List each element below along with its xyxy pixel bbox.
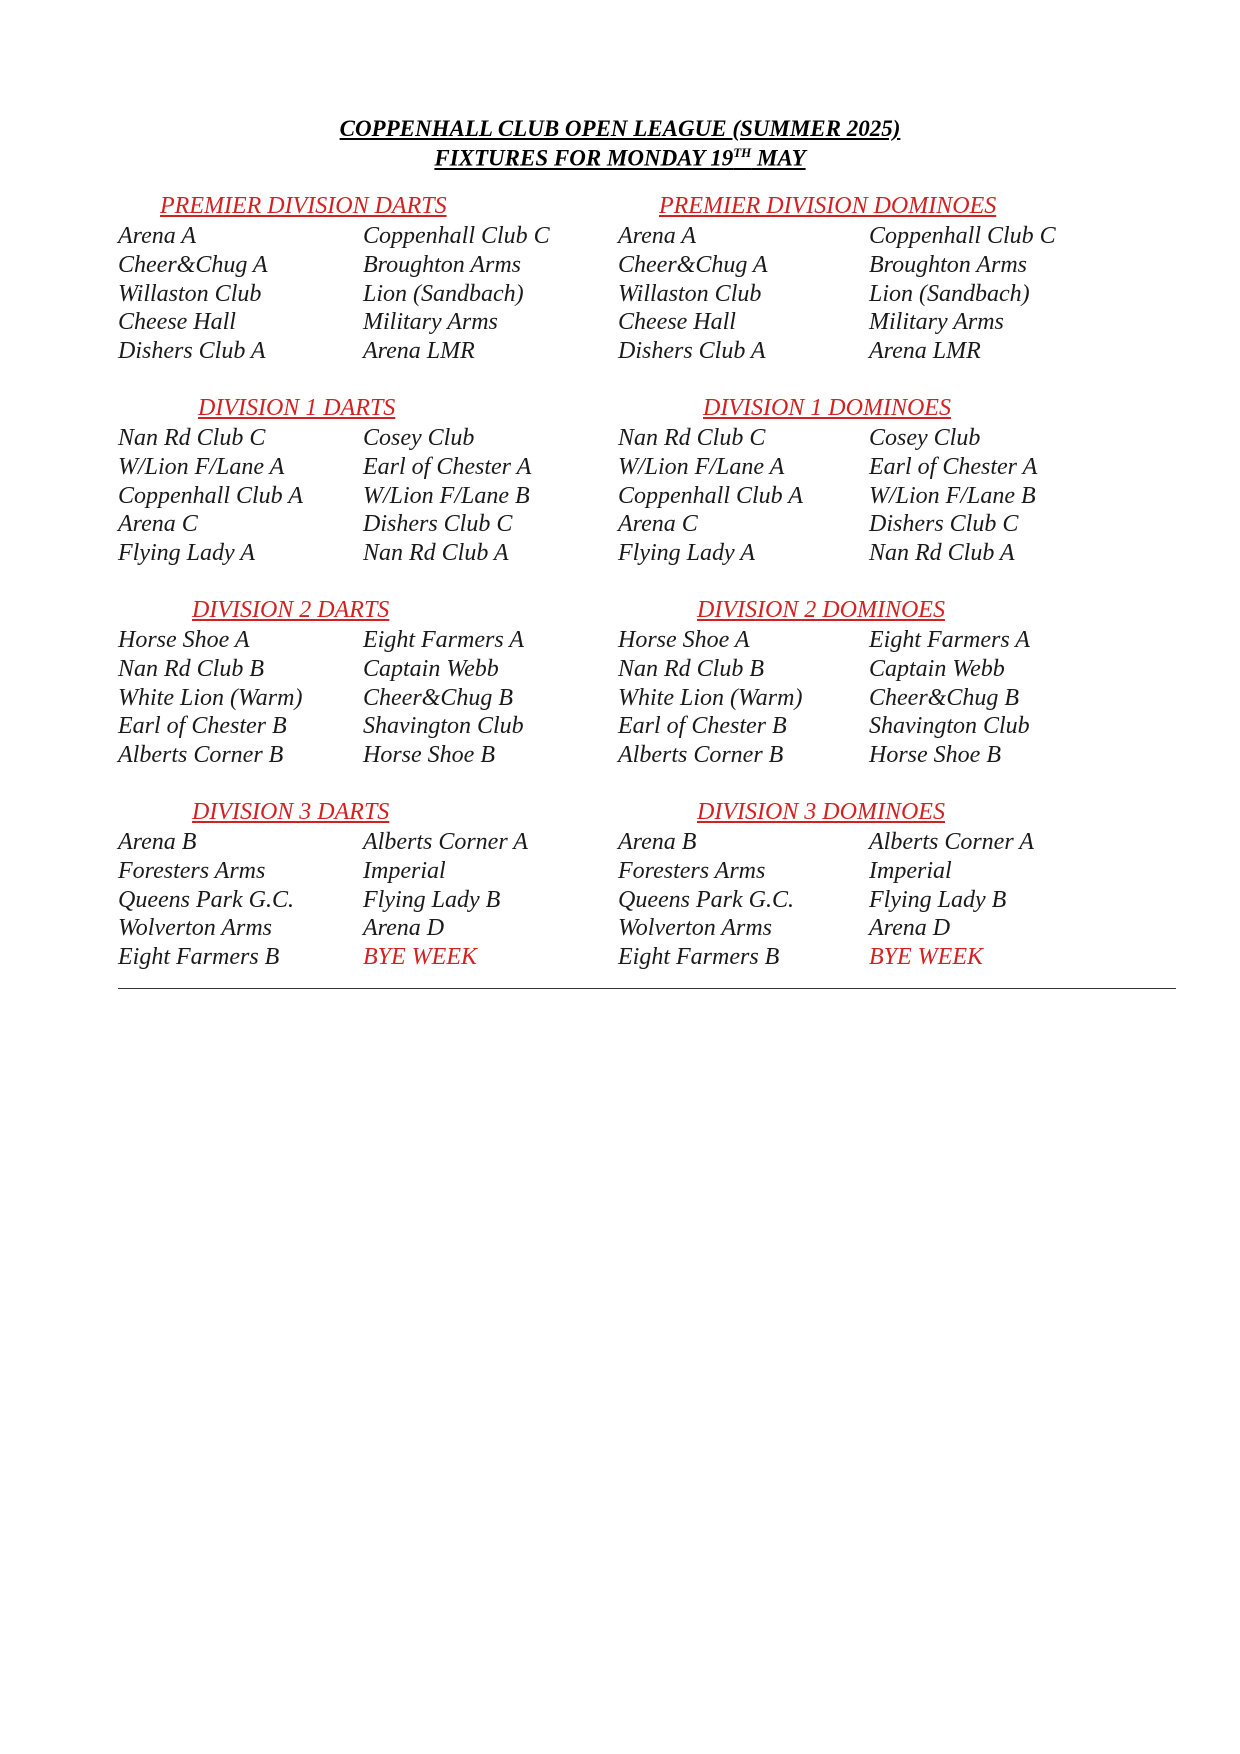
- away-team: Horse Shoe B: [363, 742, 495, 769]
- away-team: Shavington Club: [869, 713, 1030, 740]
- away-team: Coppenhall Club C: [363, 223, 550, 249]
- home-team: Wolverton Arms: [618, 915, 773, 942]
- away-team: Broughton Arms: [363, 251, 522, 278]
- away-team: Dishers Club C: [363, 511, 513, 538]
- away-team: Nan Rd Club A: [363, 540, 509, 567]
- home-team: Foresters Arms: [618, 857, 766, 884]
- away-team: Cheer&Chug B: [363, 684, 513, 711]
- away-team: BYE WEEK: [869, 944, 983, 971]
- home-team: Cheese Hall: [618, 309, 736, 336]
- section-heading: DIVISION 2 DARTS: [192, 597, 390, 623]
- away-team: W/Lion F/Lane B: [869, 482, 1036, 509]
- away-team: Captain Webb: [869, 655, 1005, 682]
- home-team: Eight Farmers B: [618, 944, 780, 971]
- away-team: Eight Farmers A: [363, 627, 524, 653]
- away-team: Horse Shoe B: [869, 742, 1001, 769]
- home-team: Arena A: [618, 223, 696, 249]
- away-team: Earl of Chester A: [869, 453, 1038, 480]
- home-team: Alberts Corner B: [118, 742, 284, 769]
- away-team: Eight Farmers A: [869, 627, 1030, 653]
- away-team: Captain Webb: [363, 655, 499, 682]
- home-team: Arena B: [118, 829, 197, 855]
- home-team: Dishers Club A: [618, 338, 766, 365]
- away-team: Flying Lady B: [869, 886, 1007, 913]
- home-team: Wolverton Arms: [118, 915, 273, 942]
- section-heading: DIVISION 1 DARTS: [198, 395, 396, 421]
- league-title-text: COPPENHALL CLUB OPEN LEAGUE (SUMMER 2025): [339, 116, 901, 141]
- bottom-divider: [118, 988, 1176, 989]
- section-heading: DIVISION 1 DOMINOES: [703, 395, 951, 421]
- away-team: Arena LMR: [869, 338, 981, 365]
- home-team: W/Lion F/Lane A: [618, 453, 785, 480]
- home-team: Dishers Club A: [118, 338, 266, 365]
- section-heading: DIVISION 3 DOMINOES: [697, 799, 945, 825]
- home-team: White Lion (Warm): [118, 684, 303, 711]
- home-team: Willaston Club: [618, 280, 762, 307]
- away-team: Arena D: [363, 915, 445, 942]
- away-team: Arena D: [869, 915, 951, 942]
- home-team: Nan Rd Club B: [618, 655, 765, 682]
- away-team: Coppenhall Club C: [869, 223, 1056, 249]
- away-team: Cheer&Chug B: [869, 684, 1019, 711]
- home-team: Cheese Hall: [118, 309, 236, 336]
- away-team: Cosey Club: [363, 425, 475, 451]
- home-team: Nan Rd Club C: [118, 425, 266, 451]
- away-team: Lion (Sandbach): [363, 280, 524, 307]
- home-team: Cheer&Chug A: [618, 251, 768, 278]
- fixtures-date-title: [0, 145, 1240, 172]
- home-team: White Lion (Warm): [618, 684, 803, 711]
- home-team: Earl of Chester B: [618, 713, 787, 740]
- away-team: Imperial: [869, 857, 952, 884]
- home-team: Flying Lady A: [118, 540, 255, 567]
- home-team: Horse Shoe A: [118, 627, 250, 653]
- home-team: Alberts Corner B: [618, 742, 784, 769]
- home-team: Coppenhall Club A: [618, 482, 803, 509]
- home-team: Earl of Chester B: [118, 713, 287, 740]
- section-heading: PREMIER DIVISION DOMINOES: [659, 193, 997, 219]
- home-team: Cheer&Chug A: [118, 251, 268, 278]
- home-team: Arena B: [618, 829, 697, 855]
- home-team: Arena A: [118, 223, 196, 249]
- home-team: Willaston Club: [118, 280, 262, 307]
- away-team: Cosey Club: [869, 425, 981, 451]
- home-team: Arena C: [118, 511, 198, 538]
- away-team: Alberts Corner A: [869, 829, 1034, 855]
- home-team: Queens Park G.C.: [118, 886, 294, 913]
- section-heading: DIVISION 2 DOMINOES: [697, 597, 945, 623]
- fixtures-date-ordinal: TH: [733, 145, 752, 160]
- fixtures-date-suffix: MAY: [751, 145, 806, 171]
- home-team: Horse Shoe A: [618, 627, 750, 653]
- away-team: Alberts Corner A: [363, 829, 528, 855]
- home-team: Nan Rd Club B: [118, 655, 265, 682]
- home-team: W/Lion F/Lane A: [118, 453, 285, 480]
- away-team: Dishers Club C: [869, 511, 1019, 538]
- away-team: W/Lion F/Lane B: [363, 482, 530, 509]
- league-title: [0, 116, 1240, 142]
- away-team: Imperial: [363, 857, 446, 884]
- home-team: Flying Lady A: [618, 540, 755, 567]
- away-team: Shavington Club: [363, 713, 524, 740]
- away-team: Arena LMR: [363, 338, 475, 365]
- home-team: Foresters Arms: [118, 857, 266, 884]
- away-team: Flying Lady B: [363, 886, 501, 913]
- home-team: Coppenhall Club A: [118, 482, 303, 509]
- away-team: Broughton Arms: [869, 251, 1028, 278]
- away-team: BYE WEEK: [363, 944, 477, 971]
- section-heading: PREMIER DIVISION DARTS: [160, 193, 447, 219]
- away-team: Earl of Chester A: [363, 453, 532, 480]
- home-team: Nan Rd Club C: [618, 425, 766, 451]
- away-team: Lion (Sandbach): [869, 280, 1030, 307]
- home-team: Arena C: [618, 511, 698, 538]
- fixtures-date-prefix: FIXTURES FOR MONDAY 19: [434, 145, 734, 171]
- home-team: Queens Park G.C.: [618, 886, 794, 913]
- away-team: Military Arms: [363, 309, 498, 336]
- section-heading: DIVISION 3 DARTS: [192, 799, 390, 825]
- away-team: Nan Rd Club A: [869, 540, 1015, 567]
- home-team: Eight Farmers B: [118, 944, 280, 971]
- away-team: Military Arms: [869, 309, 1004, 336]
